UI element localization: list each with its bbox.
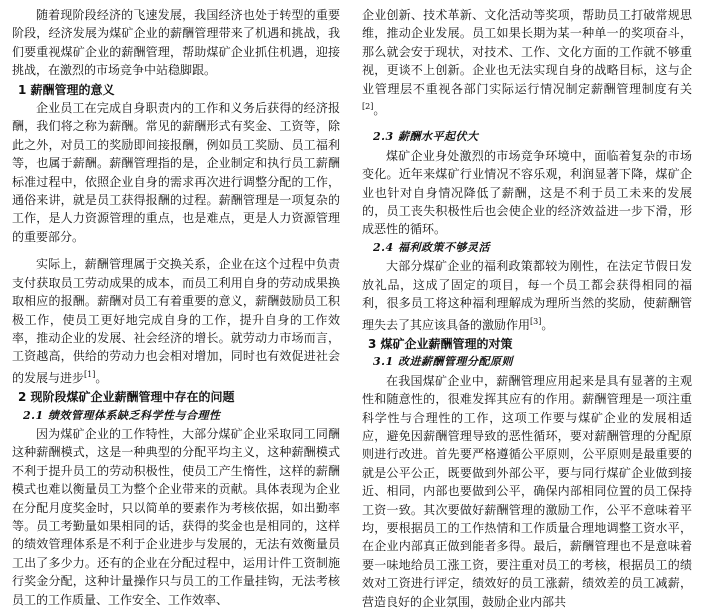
section-2-1-heading: 2.1 绩效管理体系缺乏科学性与合理性: [23, 408, 221, 422]
paragraph-gap: [362, 119, 692, 128]
section-3-1-heading: 3.1 改进薪酬管理分配原则: [373, 355, 513, 369]
citation-ref: [2]: [362, 102, 374, 112]
paragraph-text: 实际上，薪酬管理属于交换关系，企业在这个过程中负责支付获取员工劳动成果的成本，而员工利用自身的劳动成果换取相应的报酬。薪酬对员工有着重要的意义，薪酬鼓励员工积极工作，使员工更好地完成自身的工作，提升自身的工作效率，推动企业的发展、社会经济的增长。就劳动力市场而言，工资越高，供给的劳动力也会相对增加，同时也有效促进社会的发展与进步: [12, 257, 340, 385]
paragraph-text: 大部分煤矿企业的福利政策都较为刚性，在法定节假日发放礼品，这成了固定的项目，每一个员工都会获得相同的福利，很多员工将这种福利理解成为理所当然的奖励，使薪酬管理失去了其应该具备的激励作用: [362, 259, 692, 332]
section-3-heading: 3 煤矿企业薪酬管理的对策: [368, 336, 513, 351]
left-column: [12, 6, 340, 609]
right-column: [362, 6, 692, 611]
salary-level-paragraph: 煤矿企业身处激烈的市场竞争环境中，面临着复杂的市场变化。近年来煤矿行业情况不容乐观，利润显著下降，煤矿企业也针对自身情况降低了薪酬，这是不利于员工未来的发展的，员工丧失积极性后也会使企业的经济效益进一步下滑，形成恶性的循环。: [362, 148, 692, 237]
intro-paragraph: 随着现阶段经济的飞速发展，我国经济也处于转型的重要阶段，经济发展为煤矿企业的薪酬管理带来了机遇和挑战，我们要重视煤矿企业的薪酬管理，帮助煤矿企业抓住机遇，迎接挑战，在激烈的市场竞争中站稳脚跟。: [12, 8, 340, 78]
continued-paragraph: [362, 6, 692, 119]
section-2-3-heading: 2.3 薪酬水平起伏大: [373, 130, 479, 144]
exchange-relation-paragraph: [12, 255, 340, 387]
paragraph-gap: [12, 246, 340, 255]
section-2-4-heading: 2.4 福利政策不够灵活: [373, 240, 490, 254]
welfare-policy-paragraph: [362, 257, 692, 334]
paragraph-end: 。: [95, 370, 108, 385]
performance-system-paragraph: 因为煤矿企业的工作特性，大部分煤矿企业采取同工同酬这种薪酬模式，这是一种典型的分配平均主义，这种薪酬模式不利于提升员工的劳动积极性，使员工产生惰性，这样的薪酬模式也难以衡量员工为整个企业带来的贡献。具体表现为企业在分配月度奖金时，只以简单的要素作为考核依据，如出勤率等。员工考勤量如果相同的话，获得的奖金也是相同的，这样的绩效管理体系是不利于企业进步与发展的，无法有效衡量员工出了多少力。还有的企业在分配过程中，运用计件工资制施行奖金分配，这种计量操作只与员工的工作量挂钩，无法考核员工的工作质量、工作安全、工作效率、: [12, 426, 340, 607]
section-2-heading: 2 现阶段煤矿企业薪酬管理中存在的问题: [18, 390, 235, 405]
citation-ref: [3]: [530, 316, 542, 326]
distribution-principle-paragraph: 在我国煤矿企业中，薪酬管理应用起来是具有显著的主观性和随意性的，很难发挥其应有的作用。薪酬管理是一项注重科学性与合理性的工作，这项工作要与煤矿企业的发展相适应，避免因薪酬管理导致的恶性循环，要对薪酬管理的分配原则进行改进。首先要严格遵循公平原则，公平原则是最重要的就是公平公正，既要做到外部公平，要与同行煤矿企业做到接近、相同，内部也要做到公平，确保内部相同位置的员工保持工资一致。其次要做好薪酬管理的激励工作，公平不意味着平均，要根据员工的工作热情和工作质量合理地调整工资水平，在企业内部真正做到能者多得。最后，薪酬管理也不是意味着要一味地给员工涨工资，要注重对员工的考核，根据员工的绩效对工资进行评定，绩效好的员工涨薪，绩效差的员工减薪，营造良好的企业氛围，鼓励企业内部共: [362, 373, 692, 609]
paragraph-end: 。: [541, 317, 554, 332]
paragraph-text: 企业创新、技术革新、文化活动等奖项，帮助员工打破常规思维，推动企业发展。员工如果长期为某一种单一的奖项奋斗，那么就会安于现状，对技术、工作、文化方面的工作就不够重视，更谈不上创新。企业也无法实现自身的战略目标，这与企业管理层不重视各部门实际运行情况制定薪酬管理制度有关: [362, 8, 692, 96]
section-1-heading: 1 薪酬管理的意义: [18, 82, 115, 97]
citation-ref: [1]: [84, 369, 96, 379]
paragraph-end: 。: [373, 103, 386, 118]
salary-definition-paragraph: 企业员工在完成自身职责内的工作和义务后获得的经济报酬，我们将之称为薪酬。常见的薪酬形式有奖金、工资等，除此之外，对员工的奖励即间接报酬，例如员工奖励、员工福利等，也属于薪酬。薪酬管理指的是，企业制定和执行员工薪酬标准过程中，依照企业自身的需求再次进行调整分配的工作，通俗来讲，就是员工获得报酬的过程。薪酬管理是一项复杂的工作，是人力资源管理的重点，也是难点，更是人力资源管理的重要部分。: [12, 101, 340, 244]
